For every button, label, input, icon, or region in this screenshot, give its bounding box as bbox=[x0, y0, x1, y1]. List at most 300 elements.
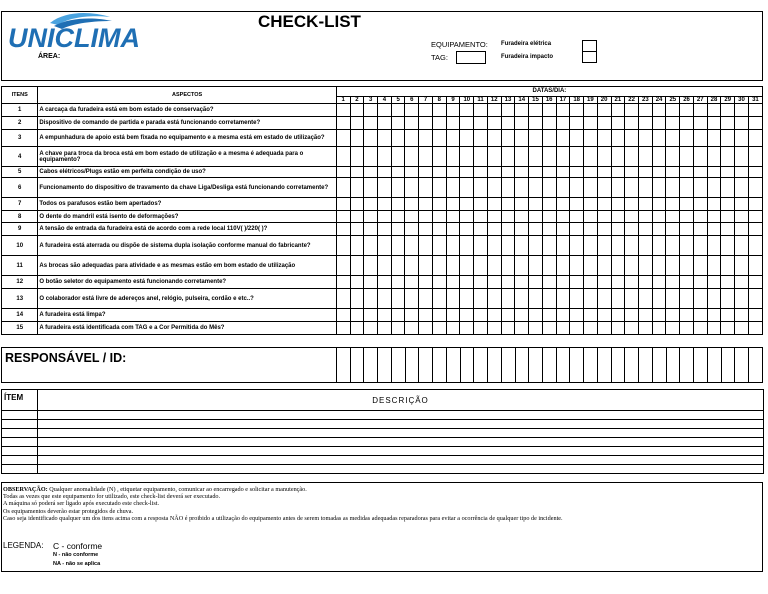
check-cell[interactable] bbox=[405, 236, 419, 256]
check-cell[interactable] bbox=[584, 117, 598, 130]
check-cell[interactable] bbox=[460, 223, 474, 236]
check-cell[interactable] bbox=[556, 309, 570, 322]
check-cell[interactable] bbox=[336, 198, 350, 211]
check-cell[interactable] bbox=[570, 276, 584, 289]
check-cell[interactable] bbox=[625, 309, 639, 322]
check-cell[interactable] bbox=[611, 322, 625, 335]
check-cell[interactable] bbox=[570, 289, 584, 309]
check-cell[interactable] bbox=[364, 236, 378, 256]
check-cell[interactable] bbox=[707, 104, 721, 117]
check-cell[interactable] bbox=[748, 167, 762, 178]
check-cell[interactable] bbox=[542, 117, 556, 130]
check-cell[interactable] bbox=[419, 276, 433, 289]
check-cell[interactable] bbox=[364, 211, 378, 223]
check-cell[interactable] bbox=[638, 309, 652, 322]
check-cell[interactable] bbox=[597, 178, 611, 198]
check-cell[interactable] bbox=[556, 223, 570, 236]
check-cell[interactable] bbox=[529, 276, 543, 289]
check-cell[interactable] bbox=[707, 322, 721, 335]
check-cell[interactable] bbox=[474, 130, 488, 147]
check-cell[interactable] bbox=[611, 276, 625, 289]
check-cell[interactable] bbox=[515, 309, 529, 322]
check-cell[interactable] bbox=[405, 276, 419, 289]
check-cell[interactable] bbox=[721, 276, 735, 289]
check-cell[interactable] bbox=[721, 104, 735, 117]
check-cell[interactable] bbox=[350, 211, 364, 223]
check-cell[interactable] bbox=[364, 178, 378, 198]
check-cell[interactable] bbox=[350, 289, 364, 309]
check-cell[interactable] bbox=[474, 289, 488, 309]
check-cell[interactable] bbox=[652, 117, 666, 130]
check-cell[interactable] bbox=[350, 322, 364, 335]
check-cell[interactable] bbox=[693, 322, 707, 335]
check-cell[interactable] bbox=[611, 289, 625, 309]
check-cell[interactable] bbox=[735, 322, 749, 335]
check-cell[interactable] bbox=[735, 256, 749, 276]
check-cell[interactable] bbox=[748, 178, 762, 198]
check-cell[interactable] bbox=[487, 130, 501, 147]
check-cell[interactable] bbox=[378, 256, 392, 276]
check-cell[interactable] bbox=[748, 276, 762, 289]
check-cell[interactable] bbox=[501, 322, 515, 335]
responsavel-cell[interactable] bbox=[611, 348, 625, 383]
check-cell[interactable] bbox=[556, 147, 570, 167]
check-cell[interactable] bbox=[625, 117, 639, 130]
check-cell[interactable] bbox=[638, 322, 652, 335]
check-cell[interactable] bbox=[707, 256, 721, 276]
check-cell[interactable] bbox=[735, 198, 749, 211]
check-cell[interactable] bbox=[432, 198, 446, 211]
check-cell[interactable] bbox=[721, 309, 735, 322]
responsavel-cell[interactable] bbox=[501, 348, 515, 383]
desc-item-cell[interactable] bbox=[2, 438, 38, 447]
check-cell[interactable] bbox=[364, 276, 378, 289]
check-cell[interactable] bbox=[405, 178, 419, 198]
check-cell[interactable] bbox=[460, 130, 474, 147]
check-cell[interactable] bbox=[556, 178, 570, 198]
check-cell[interactable] bbox=[735, 104, 749, 117]
check-cell[interactable] bbox=[570, 117, 584, 130]
check-cell[interactable] bbox=[735, 147, 749, 167]
check-cell[interactable] bbox=[597, 147, 611, 167]
check-cell[interactable] bbox=[405, 167, 419, 178]
check-cell[interactable] bbox=[378, 198, 392, 211]
responsavel-cell[interactable] bbox=[584, 348, 598, 383]
check-cell[interactable] bbox=[405, 256, 419, 276]
check-cell[interactable] bbox=[391, 167, 405, 178]
check-cell[interactable] bbox=[336, 223, 350, 236]
check-cell[interactable] bbox=[474, 256, 488, 276]
check-cell[interactable] bbox=[638, 276, 652, 289]
check-cell[interactable] bbox=[419, 223, 433, 236]
check-cell[interactable] bbox=[446, 198, 460, 211]
responsavel-cell[interactable] bbox=[405, 348, 419, 383]
check-cell[interactable] bbox=[474, 276, 488, 289]
check-cell[interactable] bbox=[432, 178, 446, 198]
desc-text-cell[interactable] bbox=[38, 465, 764, 474]
check-cell[interactable] bbox=[515, 322, 529, 335]
check-cell[interactable] bbox=[570, 167, 584, 178]
check-cell[interactable] bbox=[638, 223, 652, 236]
check-cell[interactable] bbox=[625, 211, 639, 223]
check-cell[interactable] bbox=[693, 211, 707, 223]
check-cell[interactable] bbox=[542, 223, 556, 236]
check-cell[interactable] bbox=[529, 223, 543, 236]
check-cell[interactable] bbox=[336, 167, 350, 178]
check-cell[interactable] bbox=[515, 256, 529, 276]
check-cell[interactable] bbox=[652, 322, 666, 335]
check-cell[interactable] bbox=[487, 289, 501, 309]
check-cell[interactable] bbox=[707, 211, 721, 223]
check-cell[interactable] bbox=[350, 223, 364, 236]
check-cell[interactable] bbox=[625, 178, 639, 198]
check-cell[interactable] bbox=[693, 289, 707, 309]
check-cell[interactable] bbox=[378, 309, 392, 322]
check-cell[interactable] bbox=[597, 236, 611, 256]
check-cell[interactable] bbox=[446, 147, 460, 167]
check-cell[interactable] bbox=[336, 289, 350, 309]
check-cell[interactable] bbox=[556, 198, 570, 211]
check-cell[interactable] bbox=[597, 223, 611, 236]
check-cell[interactable] bbox=[748, 289, 762, 309]
check-cell[interactable] bbox=[611, 211, 625, 223]
check-cell[interactable] bbox=[364, 147, 378, 167]
check-cell[interactable] bbox=[693, 178, 707, 198]
check-cell[interactable] bbox=[378, 147, 392, 167]
check-cell[interactable] bbox=[666, 236, 680, 256]
responsavel-cell[interactable] bbox=[488, 348, 502, 383]
check-cell[interactable] bbox=[748, 198, 762, 211]
check-cell[interactable] bbox=[515, 276, 529, 289]
desc-item-cell[interactable] bbox=[2, 465, 38, 474]
check-cell[interactable] bbox=[487, 178, 501, 198]
check-cell[interactable] bbox=[364, 223, 378, 236]
check-cell[interactable] bbox=[680, 211, 694, 223]
check-cell[interactable] bbox=[460, 147, 474, 167]
check-cell[interactable] bbox=[597, 211, 611, 223]
check-cell[interactable] bbox=[638, 167, 652, 178]
check-cell[interactable] bbox=[405, 211, 419, 223]
check-cell[interactable] bbox=[391, 309, 405, 322]
check-cell[interactable] bbox=[680, 198, 694, 211]
check-cell[interactable] bbox=[542, 309, 556, 322]
check-cell[interactable] bbox=[446, 178, 460, 198]
check-cell[interactable] bbox=[556, 289, 570, 309]
check-cell[interactable] bbox=[570, 178, 584, 198]
check-cell[interactable] bbox=[419, 309, 433, 322]
check-cell[interactable] bbox=[378, 322, 392, 335]
check-cell[interactable] bbox=[680, 223, 694, 236]
check-cell[interactable] bbox=[625, 198, 639, 211]
check-cell[interactable] bbox=[748, 322, 762, 335]
check-cell[interactable] bbox=[611, 104, 625, 117]
responsavel-cell[interactable] bbox=[721, 348, 735, 383]
responsavel-cell[interactable] bbox=[735, 348, 749, 383]
check-cell[interactable] bbox=[432, 211, 446, 223]
check-cell[interactable] bbox=[570, 104, 584, 117]
check-cell[interactable] bbox=[446, 211, 460, 223]
check-cell[interactable] bbox=[735, 167, 749, 178]
check-cell[interactable] bbox=[721, 130, 735, 147]
check-cell[interactable] bbox=[542, 276, 556, 289]
check-cell[interactable] bbox=[611, 198, 625, 211]
check-cell[interactable] bbox=[721, 322, 735, 335]
check-cell[interactable] bbox=[556, 117, 570, 130]
check-cell[interactable] bbox=[446, 322, 460, 335]
check-cell[interactable] bbox=[680, 256, 694, 276]
check-cell[interactable] bbox=[584, 256, 598, 276]
equipment-checkbox-impacto[interactable] bbox=[582, 51, 597, 63]
check-cell[interactable] bbox=[584, 130, 598, 147]
check-cell[interactable] bbox=[515, 211, 529, 223]
check-cell[interactable] bbox=[446, 276, 460, 289]
check-cell[interactable] bbox=[652, 167, 666, 178]
check-cell[interactable] bbox=[611, 309, 625, 322]
check-cell[interactable] bbox=[556, 256, 570, 276]
check-cell[interactable] bbox=[542, 211, 556, 223]
check-cell[interactable] bbox=[350, 178, 364, 198]
check-cell[interactable] bbox=[529, 147, 543, 167]
check-cell[interactable] bbox=[735, 276, 749, 289]
check-cell[interactable] bbox=[378, 223, 392, 236]
check-cell[interactable] bbox=[693, 167, 707, 178]
check-cell[interactable] bbox=[693, 223, 707, 236]
desc-item-cell[interactable] bbox=[2, 411, 38, 420]
responsavel-cell[interactable] bbox=[749, 348, 763, 383]
check-cell[interactable] bbox=[419, 256, 433, 276]
check-cell[interactable] bbox=[542, 198, 556, 211]
responsavel-cell[interactable] bbox=[446, 348, 460, 383]
check-cell[interactable] bbox=[693, 236, 707, 256]
check-cell[interactable] bbox=[487, 117, 501, 130]
check-cell[interactable] bbox=[652, 236, 666, 256]
check-cell[interactable] bbox=[693, 276, 707, 289]
check-cell[interactable] bbox=[364, 104, 378, 117]
responsavel-cell[interactable] bbox=[556, 348, 570, 383]
check-cell[interactable] bbox=[611, 167, 625, 178]
check-cell[interactable] bbox=[638, 211, 652, 223]
check-cell[interactable] bbox=[666, 117, 680, 130]
check-cell[interactable] bbox=[515, 198, 529, 211]
check-cell[interactable] bbox=[460, 117, 474, 130]
check-cell[interactable] bbox=[707, 147, 721, 167]
check-cell[interactable] bbox=[515, 178, 529, 198]
check-cell[interactable] bbox=[460, 178, 474, 198]
check-cell[interactable] bbox=[432, 256, 446, 276]
check-cell[interactable] bbox=[501, 289, 515, 309]
check-cell[interactable] bbox=[432, 117, 446, 130]
check-cell[interactable] bbox=[735, 309, 749, 322]
check-cell[interactable] bbox=[556, 276, 570, 289]
check-cell[interactable] bbox=[666, 309, 680, 322]
check-cell[interactable] bbox=[625, 167, 639, 178]
check-cell[interactable] bbox=[391, 211, 405, 223]
check-cell[interactable] bbox=[721, 223, 735, 236]
check-cell[interactable] bbox=[391, 322, 405, 335]
check-cell[interactable] bbox=[680, 147, 694, 167]
check-cell[interactable] bbox=[680, 236, 694, 256]
check-cell[interactable] bbox=[501, 130, 515, 147]
check-cell[interactable] bbox=[721, 147, 735, 167]
check-cell[interactable] bbox=[611, 130, 625, 147]
check-cell[interactable] bbox=[584, 178, 598, 198]
check-cell[interactable] bbox=[364, 198, 378, 211]
check-cell[interactable] bbox=[542, 104, 556, 117]
check-cell[interactable] bbox=[432, 309, 446, 322]
check-cell[interactable] bbox=[735, 211, 749, 223]
check-cell[interactable] bbox=[625, 147, 639, 167]
check-cell[interactable] bbox=[597, 256, 611, 276]
check-cell[interactable] bbox=[364, 309, 378, 322]
check-cell[interactable] bbox=[432, 322, 446, 335]
check-cell[interactable] bbox=[666, 256, 680, 276]
check-cell[interactable] bbox=[570, 130, 584, 147]
check-cell[interactable] bbox=[364, 289, 378, 309]
check-cell[interactable] bbox=[460, 289, 474, 309]
check-cell[interactable] bbox=[625, 104, 639, 117]
check-cell[interactable] bbox=[432, 147, 446, 167]
check-cell[interactable] bbox=[405, 309, 419, 322]
check-cell[interactable] bbox=[419, 117, 433, 130]
check-cell[interactable] bbox=[515, 236, 529, 256]
check-cell[interactable] bbox=[542, 167, 556, 178]
responsavel-cell[interactable] bbox=[391, 348, 405, 383]
check-cell[interactable] bbox=[652, 289, 666, 309]
check-cell[interactable] bbox=[625, 236, 639, 256]
check-cell[interactable] bbox=[460, 167, 474, 178]
check-cell[interactable] bbox=[680, 289, 694, 309]
check-cell[interactable] bbox=[364, 256, 378, 276]
check-cell[interactable] bbox=[707, 130, 721, 147]
check-cell[interactable] bbox=[487, 236, 501, 256]
check-cell[interactable] bbox=[487, 309, 501, 322]
check-cell[interactable] bbox=[501, 178, 515, 198]
check-cell[interactable] bbox=[419, 167, 433, 178]
check-cell[interactable] bbox=[680, 309, 694, 322]
check-cell[interactable] bbox=[432, 276, 446, 289]
check-cell[interactable] bbox=[364, 117, 378, 130]
check-cell[interactable] bbox=[680, 276, 694, 289]
check-cell[interactable] bbox=[735, 130, 749, 147]
check-cell[interactable] bbox=[460, 211, 474, 223]
responsavel-cell[interactable] bbox=[597, 348, 611, 383]
desc-text-cell[interactable] bbox=[38, 438, 764, 447]
desc-item-cell[interactable] bbox=[2, 456, 38, 465]
check-cell[interactable] bbox=[529, 178, 543, 198]
check-cell[interactable] bbox=[501, 309, 515, 322]
check-cell[interactable] bbox=[735, 178, 749, 198]
check-cell[interactable] bbox=[378, 104, 392, 117]
check-cell[interactable] bbox=[570, 322, 584, 335]
check-cell[interactable] bbox=[501, 104, 515, 117]
check-cell[interactable] bbox=[666, 104, 680, 117]
check-cell[interactable] bbox=[666, 289, 680, 309]
check-cell[interactable] bbox=[487, 276, 501, 289]
check-cell[interactable] bbox=[474, 104, 488, 117]
check-cell[interactable] bbox=[721, 289, 735, 309]
check-cell[interactable] bbox=[542, 130, 556, 147]
check-cell[interactable] bbox=[680, 167, 694, 178]
check-cell[interactable] bbox=[597, 309, 611, 322]
check-cell[interactable] bbox=[748, 223, 762, 236]
check-cell[interactable] bbox=[529, 289, 543, 309]
check-cell[interactable] bbox=[748, 104, 762, 117]
check-cell[interactable] bbox=[460, 309, 474, 322]
check-cell[interactable] bbox=[336, 178, 350, 198]
check-cell[interactable] bbox=[515, 104, 529, 117]
check-cell[interactable] bbox=[391, 223, 405, 236]
responsavel-cell[interactable] bbox=[666, 348, 680, 383]
check-cell[interactable] bbox=[625, 276, 639, 289]
check-cell[interactable] bbox=[556, 104, 570, 117]
check-cell[interactable] bbox=[570, 223, 584, 236]
check-cell[interactable] bbox=[419, 104, 433, 117]
check-cell[interactable] bbox=[364, 167, 378, 178]
check-cell[interactable] bbox=[405, 104, 419, 117]
check-cell[interactable] bbox=[336, 276, 350, 289]
check-cell[interactable] bbox=[405, 223, 419, 236]
check-cell[interactable] bbox=[391, 147, 405, 167]
check-cell[interactable] bbox=[515, 223, 529, 236]
check-cell[interactable] bbox=[419, 289, 433, 309]
check-cell[interactable] bbox=[721, 167, 735, 178]
check-cell[interactable] bbox=[542, 256, 556, 276]
check-cell[interactable] bbox=[735, 289, 749, 309]
check-cell[interactable] bbox=[419, 178, 433, 198]
check-cell[interactable] bbox=[350, 167, 364, 178]
check-cell[interactable] bbox=[474, 198, 488, 211]
check-cell[interactable] bbox=[584, 198, 598, 211]
check-cell[interactable] bbox=[391, 117, 405, 130]
check-cell[interactable] bbox=[638, 104, 652, 117]
check-cell[interactable] bbox=[638, 178, 652, 198]
responsavel-cell[interactable] bbox=[529, 348, 543, 383]
check-cell[interactable] bbox=[487, 167, 501, 178]
check-cell[interactable] bbox=[474, 211, 488, 223]
check-cell[interactable] bbox=[584, 289, 598, 309]
check-cell[interactable] bbox=[611, 256, 625, 276]
check-cell[interactable] bbox=[542, 236, 556, 256]
check-cell[interactable] bbox=[487, 256, 501, 276]
check-cell[interactable] bbox=[707, 309, 721, 322]
check-cell[interactable] bbox=[501, 167, 515, 178]
check-cell[interactable] bbox=[597, 130, 611, 147]
check-cell[interactable] bbox=[693, 117, 707, 130]
check-cell[interactable] bbox=[501, 117, 515, 130]
check-cell[interactable] bbox=[474, 236, 488, 256]
check-cell[interactable] bbox=[529, 256, 543, 276]
check-cell[interactable] bbox=[597, 167, 611, 178]
responsavel-cell[interactable] bbox=[570, 348, 584, 383]
check-cell[interactable] bbox=[474, 147, 488, 167]
responsavel-cell[interactable] bbox=[350, 348, 364, 383]
check-cell[interactable] bbox=[432, 167, 446, 178]
check-cell[interactable] bbox=[529, 322, 543, 335]
responsavel-cell[interactable] bbox=[625, 348, 639, 383]
check-cell[interactable] bbox=[707, 178, 721, 198]
check-cell[interactable] bbox=[652, 178, 666, 198]
check-cell[interactable] bbox=[597, 104, 611, 117]
check-cell[interactable] bbox=[501, 198, 515, 211]
check-cell[interactable] bbox=[336, 211, 350, 223]
check-cell[interactable] bbox=[570, 147, 584, 167]
check-cell[interactable] bbox=[446, 104, 460, 117]
check-cell[interactable] bbox=[474, 178, 488, 198]
check-cell[interactable] bbox=[542, 289, 556, 309]
tag-field[interactable] bbox=[456, 51, 486, 64]
check-cell[interactable] bbox=[570, 256, 584, 276]
check-cell[interactable] bbox=[680, 178, 694, 198]
